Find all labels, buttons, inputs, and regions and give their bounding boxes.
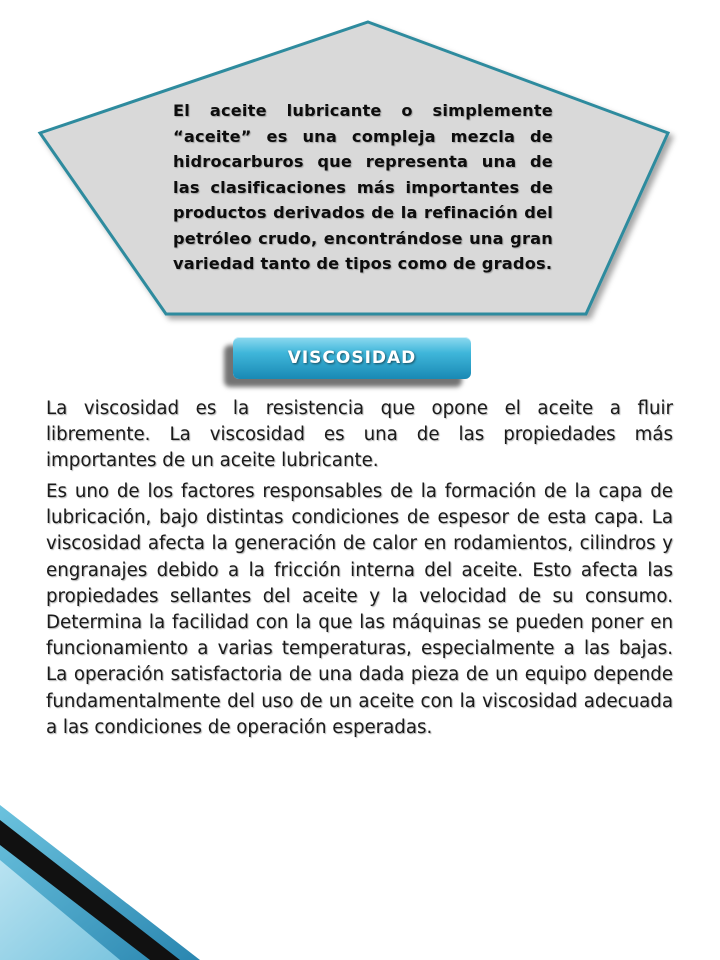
viscosidad-button[interactable]: VISCOSIDAD bbox=[233, 337, 471, 379]
paragraph-details: Es uno de los factores responsables de la formación de la capa de lubricación, bajo distintas condiciones de espesor de esta capa. La viscosidad afecta la generación de calor en rodamientos, cilindros y engranajes debido a la fricción interna del aceite. Esto afecta las propiedades sellantes del aceite y la velocidad de su consumo. Determina la facilidad con la que las máquinas se pueden poner en funcionamiento a varias temperaturas, especialmente a las bajas. La operación satisfactoria de una dada pieza de un equipo depende fundamentalmente del uso de un aceite con la viscosidad adecuada a las condiciones de operación esperadas. bbox=[46, 481, 673, 738]
corner-decoration bbox=[0, 800, 200, 960]
callout-text: El aceite lubricante o simplemente “aceite” es una compleja mezcla de hidrocarburos que representa una de las clasificaciones más importantes de productos derivados de la refinación del petróleo crudo, encontrándose una gran variedad tanto de tipos como de grados. bbox=[173, 101, 553, 273]
paragraph-definition: La viscosidad es la resistencia que opone el aceite a fluir libremente. La viscosidad es una de las propiedades más importantes de un aceite lubricante. bbox=[46, 398, 673, 472]
